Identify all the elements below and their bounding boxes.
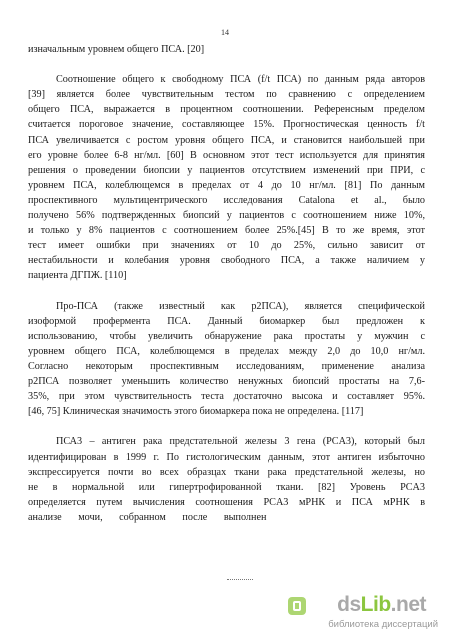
paragraph-gap [28, 57, 425, 72]
text-line: 35%, при этом чувствительность теста достаточно высока и составляет 95%. [28, 391, 425, 403]
text-line: проспективного мультицентрического исследования Catalona et al., было [28, 194, 425, 206]
text-line: изначальным уровнем общего ПСА. [20] [28, 44, 205, 55]
text-line: уровнем общего ПСА, колеблющемся в пределах между 2,0 до 10,0 нг/мл. [28, 345, 425, 357]
text-line: Соотношение общего к свободному ПСА (f/t ПСА) по данным ряда авторов [56, 74, 425, 86]
text-line: использованию, чтобы увеличить обнаружение рака простаты у мужчин с [28, 330, 425, 342]
text-line: ПСА увеличивается с ростом уровня общего ПСА, и становится наибольшей при [28, 134, 425, 146]
text-line: экспрессируется почти во всех образцах ткани рака предстательной железы, но [28, 466, 425, 478]
text-line: р2ПСА позволяет уменьшить количество ненужных биопсий простаты на 7,6- [28, 376, 425, 388]
text-line: нестабильности и колебания уровня свободного ПСА, а также наличием у [28, 255, 425, 267]
text-line: и только у 8% пациентов с соотношением более 25%.[45] В то же время, этот [28, 225, 425, 237]
text-line: не в нормальной или гипертрофированной ткани. [82] Уровень PCA3 [28, 481, 425, 493]
text-line: изоформой профермента ПСА. Данный биомаркер был предложен к [28, 315, 425, 327]
text-line: уровнем ПСА, колеблющемся в пределах от 4 до 10 нг/мл. [81] По данным [28, 179, 425, 191]
text-line: [46, 75] Клиническая значимость этого биомаркера пока не определена. [117] [28, 406, 364, 418]
text-line: [39] является более чувствительным тестом по сравнению с определением [28, 89, 425, 101]
text-line: ПСА3 – антиген рака предстательной железы 3 гена (PCA3), который был [56, 436, 425, 448]
text-line: общего ПСА, выражается в процентном соотношении. Референсным пределом [28, 104, 425, 116]
watermark-logo: dsLib.net [337, 593, 426, 616]
text-line: пациента ДГПЖ. [110] [28, 270, 127, 282]
page-number: 14 [221, 28, 229, 37]
text-line: идентифицирован в 1999 г. По гистологическим данным, этот антиген избыточно [28, 451, 425, 463]
text-line: его уровне более 6-8 нг/мл. [60] В основном этот тест используется для принятия [28, 149, 425, 161]
book-icon [288, 597, 306, 615]
text-line: тест имеет ошибки при значениях от 10 до 25%, сильно зависит от [28, 240, 425, 252]
scan-artifact [227, 579, 253, 585]
document-body [28, 42, 425, 525]
text-line: Согласно некоторым проспективным исследованиям, применение анализа [28, 360, 425, 372]
text-line: Про-ПСА (также известный как р2ПСА), является специфической [56, 300, 425, 312]
text-line: получено 56% подтвержденных биопсий у пациентов с соотношением ниже 10%, [28, 210, 425, 222]
text-line: определяется путем вычисления соотношения PCA3 мРНК и ПСА мРНК в [28, 496, 425, 508]
dslib-watermark [284, 593, 444, 633]
paragraph-gap [28, 419, 425, 434]
text-line: анализе мочи, собранном после выполнен [28, 511, 267, 523]
text-line: решения о проведении биопсии у пациентов отсутствием изменений при ПРИ, с [28, 164, 425, 176]
text-line: считается пороговое значение, составляющее 15%. Прогностическая ценность f/t [28, 119, 425, 131]
watermark-subtitle: библиотека диссертаций [328, 619, 438, 630]
paragraph-gap [28, 284, 425, 299]
